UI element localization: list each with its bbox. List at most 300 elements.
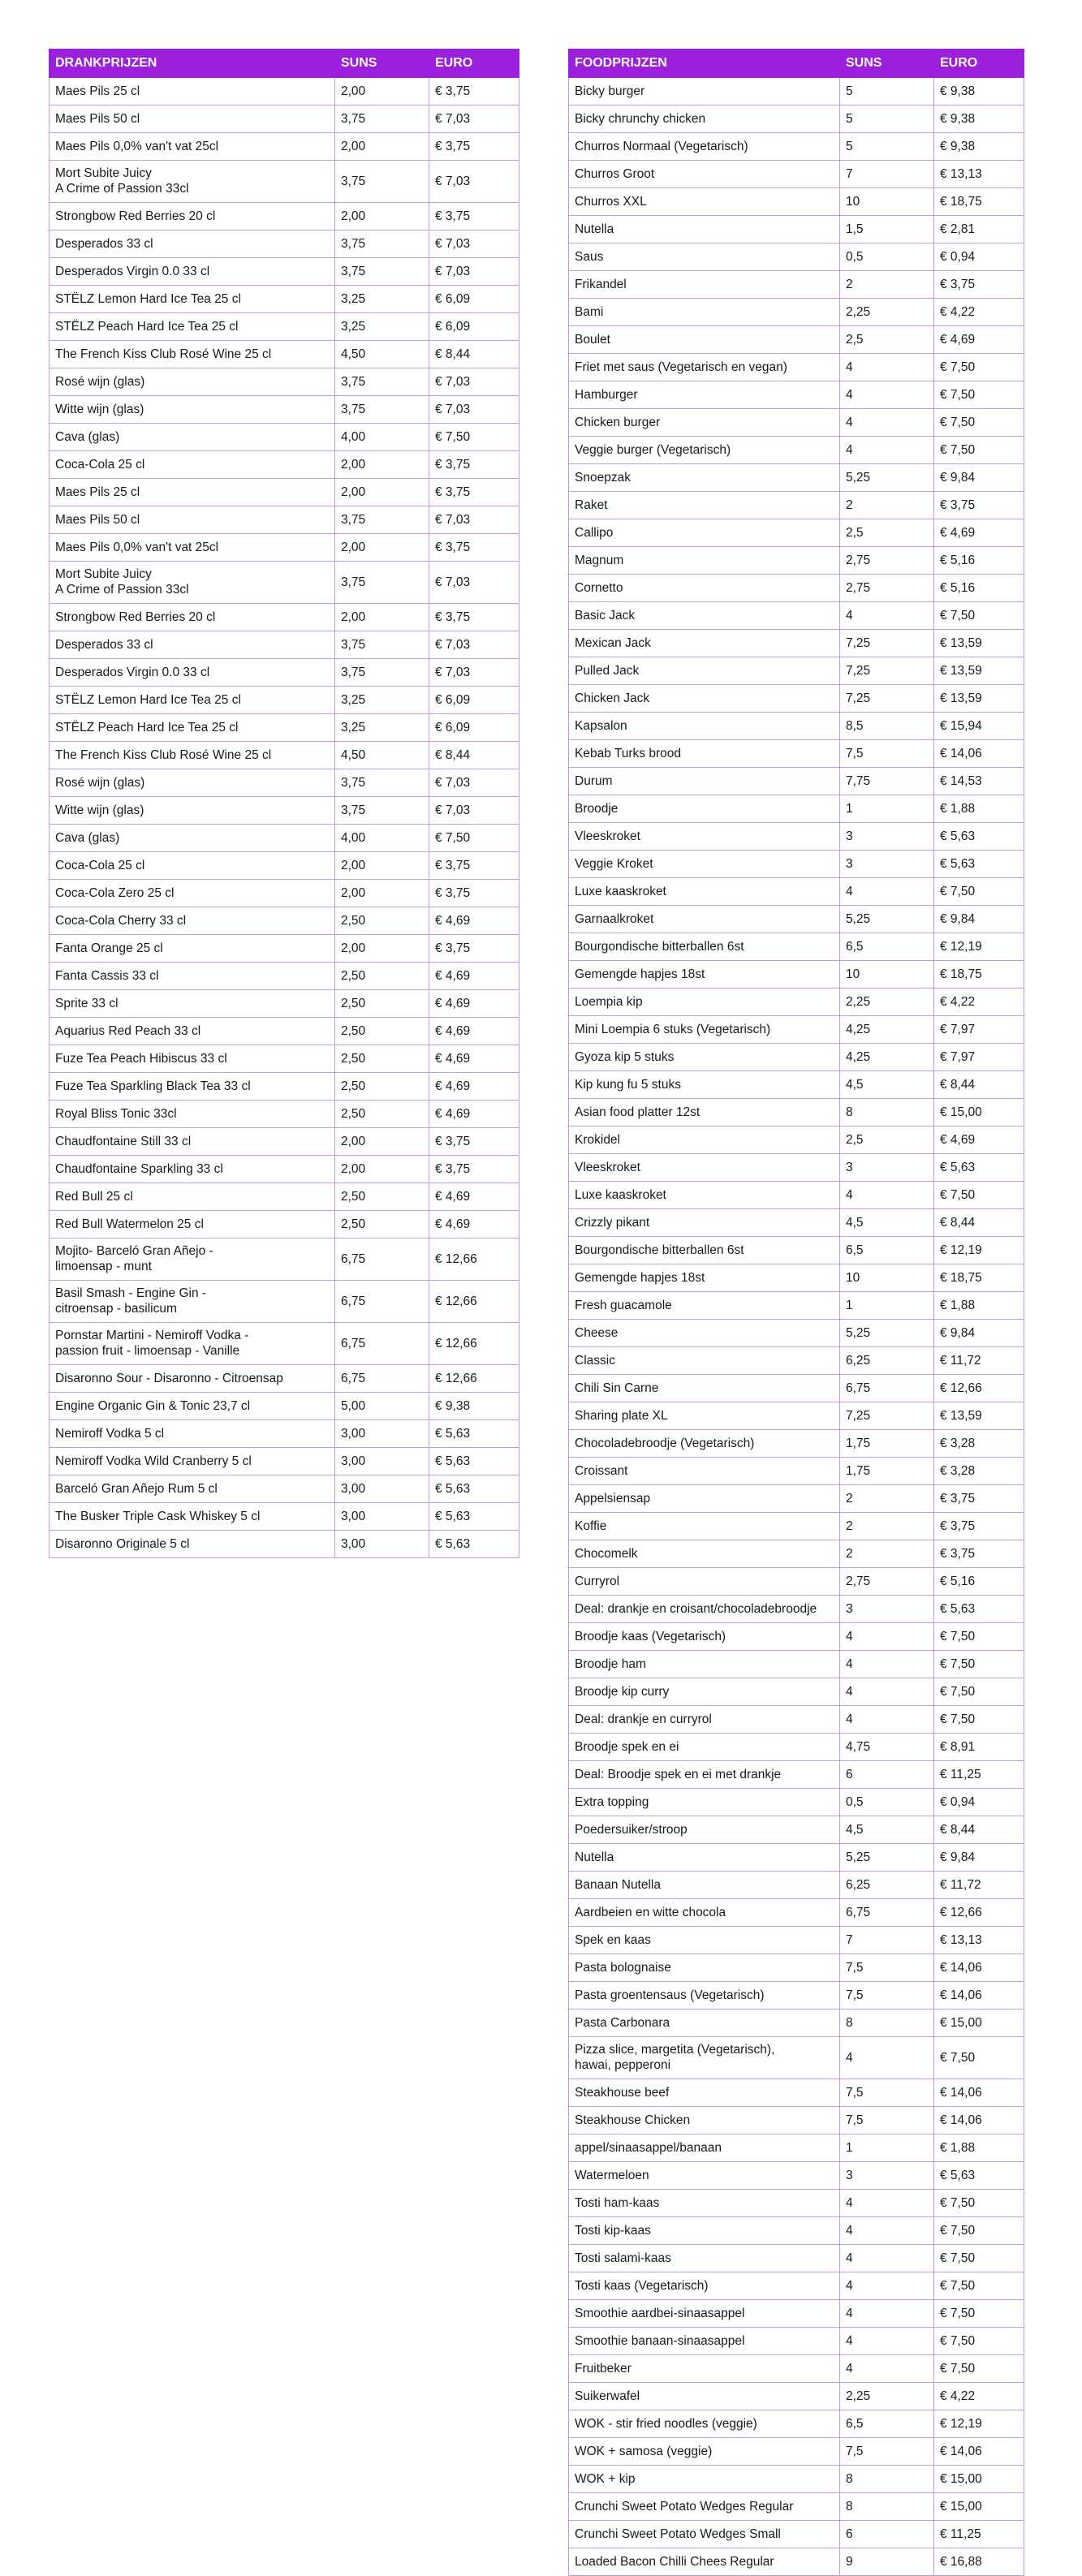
table-row: [50, 1503, 519, 1531]
table-row: [569, 1154, 1024, 1182]
item-name: Deal: drankje en curryrol: [569, 1706, 840, 1734]
item-name: Maes Pils 50 cl: [50, 106, 335, 133]
table-row: [569, 2355, 1024, 2383]
item-name: Strongbow Red Berries 20 cl: [50, 203, 335, 230]
table-row: [569, 1761, 1024, 1789]
suns-price: 6,25: [840, 1347, 934, 1375]
euro-price: € 4,69: [429, 1101, 519, 1128]
table-row: [50, 133, 519, 161]
table-row: [569, 2466, 1024, 2493]
item-name: Asian food platter 12st: [569, 1099, 840, 1126]
euro-price: € 5,63: [429, 1475, 519, 1503]
item-name: Cava (glas): [50, 825, 335, 852]
euro-price: € 4,69: [429, 1045, 519, 1073]
item-name: STËLZ Peach Hard Ice Tea 25 cl: [50, 714, 335, 742]
suns-price: 2,50: [335, 1183, 429, 1211]
table-row: [50, 1393, 519, 1420]
table-row: [569, 354, 1024, 381]
suns-price: 1: [840, 795, 934, 823]
table-row: [569, 547, 1024, 575]
item-name: Frikandel: [569, 271, 840, 299]
item-name: Churros Groot: [569, 161, 840, 188]
euro-price: € 0,94: [934, 1789, 1024, 1816]
item-name: Royal Bliss Tonic 33cl: [50, 1101, 335, 1128]
euro-price: € 7,50: [934, 2037, 1024, 2079]
euro-price: € 9,38: [934, 133, 1024, 161]
euro-price: € 12,19: [934, 933, 1024, 961]
euro-price: € 13,59: [934, 685, 1024, 713]
item-name: Chaudfontaine Still 33 cl: [50, 1128, 335, 1156]
suns-price: 2,50: [335, 907, 429, 935]
item-name: Mojito- Barceló Gran Añejo - limoensap - munt: [50, 1238, 335, 1281]
table-row: [569, 464, 1024, 492]
item-name: Vleeskroket: [569, 1154, 840, 1182]
item-name: Sharing plate XL: [569, 1402, 840, 1430]
euro-price: € 7,50: [934, 2190, 1024, 2217]
suns-price: 1,75: [840, 1430, 934, 1458]
table-row: [50, 880, 519, 907]
item-name: Tosti salami-kaas: [569, 2245, 840, 2272]
item-name: Bicky burger: [569, 78, 840, 106]
euro-price: € 9,84: [934, 464, 1024, 492]
item-name: Mort Subite Juicy A Crime of Passion 33cl: [50, 161, 335, 203]
suns-price: 9: [840, 2548, 934, 2576]
euro-price: € 14,06: [934, 2079, 1024, 2107]
item-name: Classic: [569, 1347, 840, 1375]
suns-price: 5,25: [840, 1844, 934, 1872]
table-row: [50, 230, 519, 258]
suns-price: 1,75: [840, 1458, 934, 1485]
euro-price: € 13,13: [934, 1927, 1024, 1954]
table-row: [50, 963, 519, 990]
item-name: Callipo: [569, 519, 840, 547]
euro-price: € 7,50: [934, 2300, 1024, 2328]
euro-price: € 7,50: [934, 2245, 1024, 2272]
suns-price: 4: [840, 602, 934, 630]
table-row: [50, 1238, 519, 1281]
suns-price: 6: [840, 2521, 934, 2548]
table-row: [569, 161, 1024, 188]
suns-price: 4: [840, 1623, 934, 1651]
suns-price: 1,5: [840, 216, 934, 243]
table-row: [569, 602, 1024, 630]
table-row: [569, 271, 1024, 299]
item-name: Maes Pils 25 cl: [50, 78, 335, 106]
suns-price: 1: [840, 1292, 934, 1320]
euro-price: € 9,84: [934, 1844, 1024, 1872]
suns-price: 6,75: [840, 1899, 934, 1927]
euro-price: € 3,75: [429, 479, 519, 506]
table-row: [569, 1126, 1024, 1154]
item-name: Gemengde hapjes 18st: [569, 1264, 840, 1292]
table-row: [50, 1073, 519, 1101]
suns-price: 4,25: [840, 1044, 934, 1071]
item-name: Maes Pils 25 cl: [50, 479, 335, 506]
suns-price: 4: [840, 2355, 934, 2383]
table-row: [569, 575, 1024, 602]
table-row: [569, 2383, 1024, 2410]
table-row: [569, 2010, 1024, 2037]
euro-price: € 7,03: [429, 769, 519, 797]
table-row: [569, 657, 1024, 685]
item-name: Deal: Broodje spek en ei met drankje: [569, 1761, 840, 1789]
table-row: [569, 1872, 1024, 1899]
item-name: Desperados 33 cl: [50, 631, 335, 659]
suns-price: 10: [840, 188, 934, 216]
table-row: [569, 1568, 1024, 1596]
item-name: Coca-Cola Zero 25 cl: [50, 880, 335, 907]
euro-price: € 7,03: [429, 562, 519, 604]
item-name: Desperados 33 cl: [50, 230, 335, 258]
euro-price: € 7,50: [429, 825, 519, 852]
suns-price: 3,75: [335, 106, 429, 133]
item-name: Nemiroff Vodka Wild Cranberry 5 cl: [50, 1448, 335, 1475]
suns-price: 2,00: [335, 1156, 429, 1183]
table-row: [50, 341, 519, 368]
item-name: Crizzly pikant: [569, 1209, 840, 1237]
euro-price: € 12,66: [934, 1375, 1024, 1402]
euro-price: € 12,66: [429, 1238, 519, 1281]
item-name: Witte wijn (glas): [50, 797, 335, 825]
euro-price: € 7,03: [429, 506, 519, 534]
item-name: Loaded Bacon Chilli Chees Regular: [569, 2548, 840, 2576]
suns-price: 2,50: [335, 1045, 429, 1073]
table-row: [50, 769, 519, 797]
table-row: [50, 631, 519, 659]
suns-price: 2,00: [335, 133, 429, 161]
table-header-row: [569, 50, 1024, 78]
euro-price: € 7,50: [934, 1623, 1024, 1651]
suns-price: 6,75: [840, 1375, 934, 1402]
suns-price: 7,5: [840, 1982, 934, 2010]
suns-price: 3,75: [335, 562, 429, 604]
table-row: [50, 203, 519, 230]
euro-price: € 4,22: [934, 2383, 1024, 2410]
euro-price: € 3,75: [934, 1485, 1024, 1513]
suns-price: 3,75: [335, 659, 429, 687]
euro-price: € 1,88: [934, 1292, 1024, 1320]
item-name: Cornetto: [569, 575, 840, 602]
item-name: Snoepzak: [569, 464, 840, 492]
euro-price: € 3,75: [934, 1540, 1024, 1568]
table-row: [569, 1320, 1024, 1347]
item-name: Bicky chrunchy chicken: [569, 106, 840, 133]
item-name: Friet met saus (Vegetarisch en vegan): [569, 354, 840, 381]
euro-price: € 5,63: [429, 1420, 519, 1448]
table-row: [569, 409, 1024, 437]
item-name: Basil Smash - Engine Gin - citroensap - basilicum: [50, 1281, 335, 1323]
item-name: Fanta Orange 25 cl: [50, 935, 335, 963]
suns-price: 6,5: [840, 2410, 934, 2438]
suns-price: 7,5: [840, 740, 934, 768]
table-row: [50, 368, 519, 396]
table-row: [569, 1099, 1024, 1126]
euro-price: € 4,22: [934, 299, 1024, 326]
euro-price: € 7,03: [429, 797, 519, 825]
item-name: Nutella: [569, 1844, 840, 1872]
item-name: Tosti kip-kaas: [569, 2217, 840, 2245]
item-name: Tosti kaas (Vegetarisch): [569, 2272, 840, 2300]
item-name: Witte wijn (glas): [50, 396, 335, 424]
table-row: [569, 2493, 1024, 2521]
item-name: Fuze Tea Peach Hibiscus 33 cl: [50, 1045, 335, 1073]
suns-price: 6: [840, 1761, 934, 1789]
euro-price: € 7,50: [429, 424, 519, 451]
item-name: Veggie Kroket: [569, 851, 840, 878]
euro-price: € 12,66: [429, 1281, 519, 1323]
table-row: [569, 2079, 1024, 2107]
euro-price: € 4,69: [429, 1018, 519, 1045]
table-row: [50, 1211, 519, 1238]
euro-price: € 7,03: [429, 396, 519, 424]
suns-price: 2,00: [335, 78, 429, 106]
table-row: [569, 1706, 1024, 1734]
table-row: [569, 768, 1024, 795]
euro-price: € 11,72: [934, 1347, 1024, 1375]
suns-price: 5,25: [840, 906, 934, 933]
euro-price: € 8,44: [934, 1816, 1024, 1844]
item-name: Bourgondische bitterballen 6st: [569, 1237, 840, 1264]
item-name: Broodje ham: [569, 1651, 840, 1678]
suns-price: 6,5: [840, 1237, 934, 1264]
suns-price: 6,75: [335, 1323, 429, 1365]
suns-price: 2: [840, 271, 934, 299]
drink-price-table: [49, 49, 519, 1558]
item-name: Desperados Virgin 0.0 33 cl: [50, 258, 335, 286]
table-row: [50, 1420, 519, 1448]
suns-price: 3,00: [335, 1420, 429, 1448]
euro-price: € 3,75: [429, 534, 519, 562]
item-name: Fanta Cassis 33 cl: [50, 963, 335, 990]
suns-price: 0,5: [840, 243, 934, 271]
table-row: [569, 1540, 1024, 1568]
euro-price: € 3,28: [934, 1430, 1024, 1458]
table-row: [569, 2134, 1024, 2162]
euro-price: € 3,75: [934, 492, 1024, 519]
euro-price: € 7,03: [429, 258, 519, 286]
item-name: Pulled Jack: [569, 657, 840, 685]
table-row: [50, 604, 519, 631]
table-row: [569, 1927, 1024, 1954]
table-row: [569, 133, 1024, 161]
item-name: Disaronno Originale 5 cl: [50, 1531, 335, 1558]
item-name: Desperados Virgin 0.0 33 cl: [50, 659, 335, 687]
table-row: [569, 1789, 1024, 1816]
table-row: [569, 2328, 1024, 2355]
suns-price: 4: [840, 2300, 934, 2328]
suns-price: 2,00: [335, 534, 429, 562]
suns-price: 8: [840, 2010, 934, 2037]
table-row: [569, 1623, 1024, 1651]
item-name: Rosé wijn (glas): [50, 368, 335, 396]
euro-price: € 13,59: [934, 1402, 1024, 1430]
euro-price: € 5,63: [429, 1531, 519, 1558]
suns-price: 8: [840, 2466, 934, 2493]
euro-price: € 16,88: [934, 2548, 1024, 2576]
item-name: Broodje kip curry: [569, 1678, 840, 1706]
table-row: [50, 797, 519, 825]
item-name: Chili Sin Carne: [569, 1375, 840, 1402]
euro-price: € 7,50: [934, 878, 1024, 906]
euro-price: € 18,75: [934, 961, 1024, 989]
header-suns: SUNS: [840, 50, 934, 78]
euro-price: € 12,66: [429, 1365, 519, 1393]
euro-price: € 13,13: [934, 161, 1024, 188]
suns-price: 7,25: [840, 630, 934, 657]
item-name: Hamburger: [569, 381, 840, 409]
item-name: Sprite 33 cl: [50, 990, 335, 1018]
item-name: Vleeskroket: [569, 823, 840, 851]
table-row: [569, 1485, 1024, 1513]
item-name: Steakhouse Chicken: [569, 2107, 840, 2134]
table-row: [569, 1347, 1024, 1375]
item-name: Gemengde hapjes 18st: [569, 961, 840, 989]
suns-price: 3,25: [335, 313, 429, 341]
table-row: [50, 990, 519, 1018]
suns-price: 4: [840, 354, 934, 381]
suns-price: 2,00: [335, 203, 429, 230]
euro-price: € 3,75: [934, 271, 1024, 299]
table-row: [50, 451, 519, 479]
item-name: Mort Subite Juicy A Crime of Passion 33cl: [50, 562, 335, 604]
suns-price: 7: [840, 161, 934, 188]
table-row: [50, 1156, 519, 1183]
suns-price: 4: [840, 2037, 934, 2079]
euro-price: € 4,22: [934, 989, 1024, 1016]
suns-price: 4,5: [840, 1209, 934, 1237]
item-name: Coca-Cola 25 cl: [50, 852, 335, 880]
euro-price: € 7,50: [934, 1182, 1024, 1209]
suns-price: 4,5: [840, 1071, 934, 1099]
item-name: Barceló Gran Añejo Rum 5 cl: [50, 1475, 335, 1503]
suns-price: 6,75: [335, 1365, 429, 1393]
suns-price: 2,50: [335, 1073, 429, 1101]
item-name: Spek en kaas: [569, 1927, 840, 1954]
euro-price: € 8,91: [934, 1734, 1024, 1761]
euro-price: € 7,50: [934, 409, 1024, 437]
item-name: Poedersuiker/stroop: [569, 1816, 840, 1844]
item-name: Boulet: [569, 326, 840, 354]
euro-price: € 5,16: [934, 575, 1024, 602]
table-row: [569, 243, 1024, 271]
table-row: [569, 216, 1024, 243]
suns-price: 5,00: [335, 1393, 429, 1420]
euro-price: € 4,69: [429, 1183, 519, 1211]
table-row: [569, 1816, 1024, 1844]
item-name: Kebab Turks brood: [569, 740, 840, 768]
item-name: STËLZ Lemon Hard Ice Tea 25 cl: [50, 687, 335, 714]
euro-price: € 3,75: [429, 1128, 519, 1156]
table-row: [569, 740, 1024, 768]
suns-price: 2,00: [335, 935, 429, 963]
suns-price: 4,50: [335, 341, 429, 368]
item-name: Broodje kaas (Vegetarisch): [569, 1623, 840, 1651]
euro-price: € 9,84: [934, 1320, 1024, 1347]
euro-price: € 7,03: [429, 659, 519, 687]
item-name: Loempia kip: [569, 989, 840, 1016]
item-name: Chocoladebroodje (Vegetarisch): [569, 1430, 840, 1458]
table-row: [50, 161, 519, 203]
table-row: [569, 1678, 1024, 1706]
suns-price: 4,25: [840, 1016, 934, 1044]
euro-price: € 9,38: [934, 78, 1024, 106]
suns-price: 7,25: [840, 657, 934, 685]
item-name: Koffie: [569, 1513, 840, 1540]
item-name: Pasta Carbonara: [569, 2010, 840, 2037]
item-name: Mini Loempia 6 stuks (Vegetarisch): [569, 1016, 840, 1044]
table-row: [569, 1596, 1024, 1623]
table-row: [569, 2272, 1024, 2300]
euro-price: € 4,69: [429, 963, 519, 990]
suns-price: 10: [840, 1264, 934, 1292]
table-row: [50, 1448, 519, 1475]
euro-price: € 1,88: [934, 2134, 1024, 2162]
header-food: FOODPRIJZEN: [569, 50, 840, 78]
euro-price: € 4,69: [934, 326, 1024, 354]
suns-price: 2,00: [335, 880, 429, 907]
suns-price: 2,00: [335, 479, 429, 506]
suns-price: 4,75: [840, 1734, 934, 1761]
item-name: Raket: [569, 492, 840, 519]
item-name: Crunchi Sweet Potato Wedges Regular: [569, 2493, 840, 2521]
euro-price: € 3,75: [429, 78, 519, 106]
euro-price: € 8,44: [934, 1209, 1024, 1237]
suns-price: 3,00: [335, 1475, 429, 1503]
item-name: Bourgondische bitterballen 6st: [569, 933, 840, 961]
table-row: [569, 1430, 1024, 1458]
euro-price: € 6,09: [429, 714, 519, 742]
euro-price: € 7,97: [934, 1044, 1024, 1071]
suns-price: 5: [840, 106, 934, 133]
suns-price: 4: [840, 409, 934, 437]
euro-price: € 2,81: [934, 216, 1024, 243]
item-name: The French Kiss Club Rosé Wine 25 cl: [50, 742, 335, 769]
euro-price: € 18,75: [934, 1264, 1024, 1292]
item-name: Krokidel: [569, 1126, 840, 1154]
suns-price: 2,00: [335, 1128, 429, 1156]
item-name: Curryrol: [569, 1568, 840, 1596]
suns-price: 7,25: [840, 1402, 934, 1430]
item-name: Aardbeien en witte chocola: [569, 1899, 840, 1927]
euro-price: € 4,69: [429, 1073, 519, 1101]
item-name: Maes Pils 50 cl: [50, 506, 335, 534]
header-euro: EURO: [429, 50, 519, 78]
suns-price: 2,50: [335, 1211, 429, 1238]
item-name: Kapsalon: [569, 713, 840, 740]
suns-price: 7,5: [840, 2438, 934, 2466]
item-name: Chaudfontaine Sparkling 33 cl: [50, 1156, 335, 1183]
table-row: [50, 424, 519, 451]
euro-price: € 4,69: [934, 1126, 1024, 1154]
table-row: [50, 687, 519, 714]
suns-price: 3,25: [335, 286, 429, 313]
table-row: [569, 823, 1024, 851]
table-row: [569, 78, 1024, 106]
table-row: [569, 2190, 1024, 2217]
item-name: Nemiroff Vodka 5 cl: [50, 1420, 335, 1448]
table-row: [569, 1209, 1024, 1237]
item-name: Luxe kaaskroket: [569, 1182, 840, 1209]
euro-price: € 5,63: [934, 1154, 1024, 1182]
item-name: Maes Pils 0,0% van't vat 25cl: [50, 133, 335, 161]
item-name: Cheese: [569, 1320, 840, 1347]
item-name: Mexican Jack: [569, 630, 840, 657]
table-row: [50, 852, 519, 880]
suns-price: 5,25: [840, 1320, 934, 1347]
table-row: [569, 1071, 1024, 1099]
table-row: [50, 1531, 519, 1558]
suns-price: 6,25: [840, 1872, 934, 1899]
